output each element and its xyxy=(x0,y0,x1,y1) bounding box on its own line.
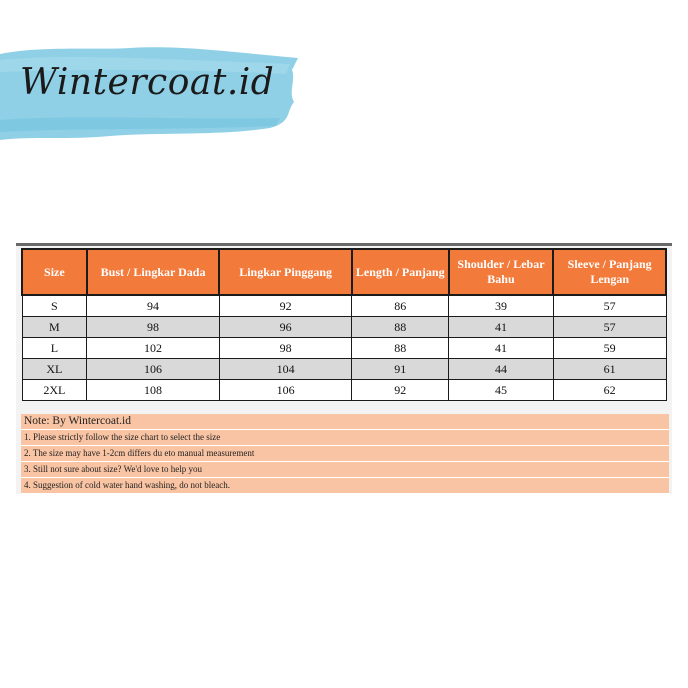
cell-sleeve: 59 xyxy=(553,338,666,359)
notes-title: Note: By Wintercoat.id xyxy=(21,414,669,430)
cell-sleeve: 57 xyxy=(553,295,666,317)
note-item: 3. Still not sure about size? We'd love to help you xyxy=(21,462,669,478)
cell-size: 2XL xyxy=(22,380,87,401)
cell-shoulder: 41 xyxy=(449,317,554,338)
cell-shoulder: 39 xyxy=(449,295,554,317)
cell-shoulder: 45 xyxy=(449,380,554,401)
cell-bust: 98 xyxy=(87,317,220,338)
cell-length: 92 xyxy=(352,380,449,401)
cell-size: M xyxy=(22,317,87,338)
cell-length: 88 xyxy=(352,338,449,359)
note-item: 1. Please strictly follow the size chart to select the size xyxy=(21,430,669,446)
cell-size: XL xyxy=(22,359,87,380)
cell-waist: 106 xyxy=(219,380,352,401)
note-item: 4. Suggestion of cold water hand washing, do not bleach. xyxy=(21,478,669,494)
cell-sleeve: 61 xyxy=(553,359,666,380)
cell-bust: 108 xyxy=(87,380,220,401)
header-length: Length / Panjang xyxy=(352,249,449,295)
size-chart-header-row xyxy=(22,249,666,295)
cell-size: S xyxy=(22,295,87,317)
table-row xyxy=(22,295,666,317)
table-row xyxy=(22,338,666,359)
table-row xyxy=(22,380,666,401)
cell-shoulder: 44 xyxy=(449,359,554,380)
table-row xyxy=(22,317,666,338)
cell-length: 86 xyxy=(352,295,449,317)
table-row xyxy=(22,359,666,380)
size-chart-top-border xyxy=(16,243,672,246)
cell-size: L xyxy=(22,338,87,359)
cell-bust: 102 xyxy=(87,338,220,359)
header-sleeve: Sleeve / Panjang Lengan xyxy=(553,249,666,295)
cell-shoulder: 41 xyxy=(449,338,554,359)
cell-length: 88 xyxy=(352,317,449,338)
note-item: 2. The size may have 1-2cm differs du eto manual measurement xyxy=(21,446,669,462)
cell-sleeve: 57 xyxy=(553,317,666,338)
cell-bust: 106 xyxy=(87,359,220,380)
header-bust: Bust / Lingkar Dada xyxy=(87,249,220,295)
brand-logo xyxy=(0,40,300,142)
cell-sleeve: 62 xyxy=(553,380,666,401)
size-chart-table xyxy=(21,248,667,401)
brand-logo-text: Wintercoat.id xyxy=(20,62,275,103)
cell-waist: 98 xyxy=(219,338,352,359)
cell-waist: 96 xyxy=(219,317,352,338)
cell-waist: 104 xyxy=(219,359,352,380)
cell-waist: 92 xyxy=(219,295,352,317)
header-waist: Lingkar Pinggang xyxy=(219,249,352,295)
cell-length: 91 xyxy=(352,359,449,380)
header-size: Size xyxy=(22,249,87,295)
cell-bust: 94 xyxy=(87,295,220,317)
header-shoulder: Shoulder / Lebar Bahu xyxy=(449,249,554,295)
notes-section xyxy=(21,414,669,494)
